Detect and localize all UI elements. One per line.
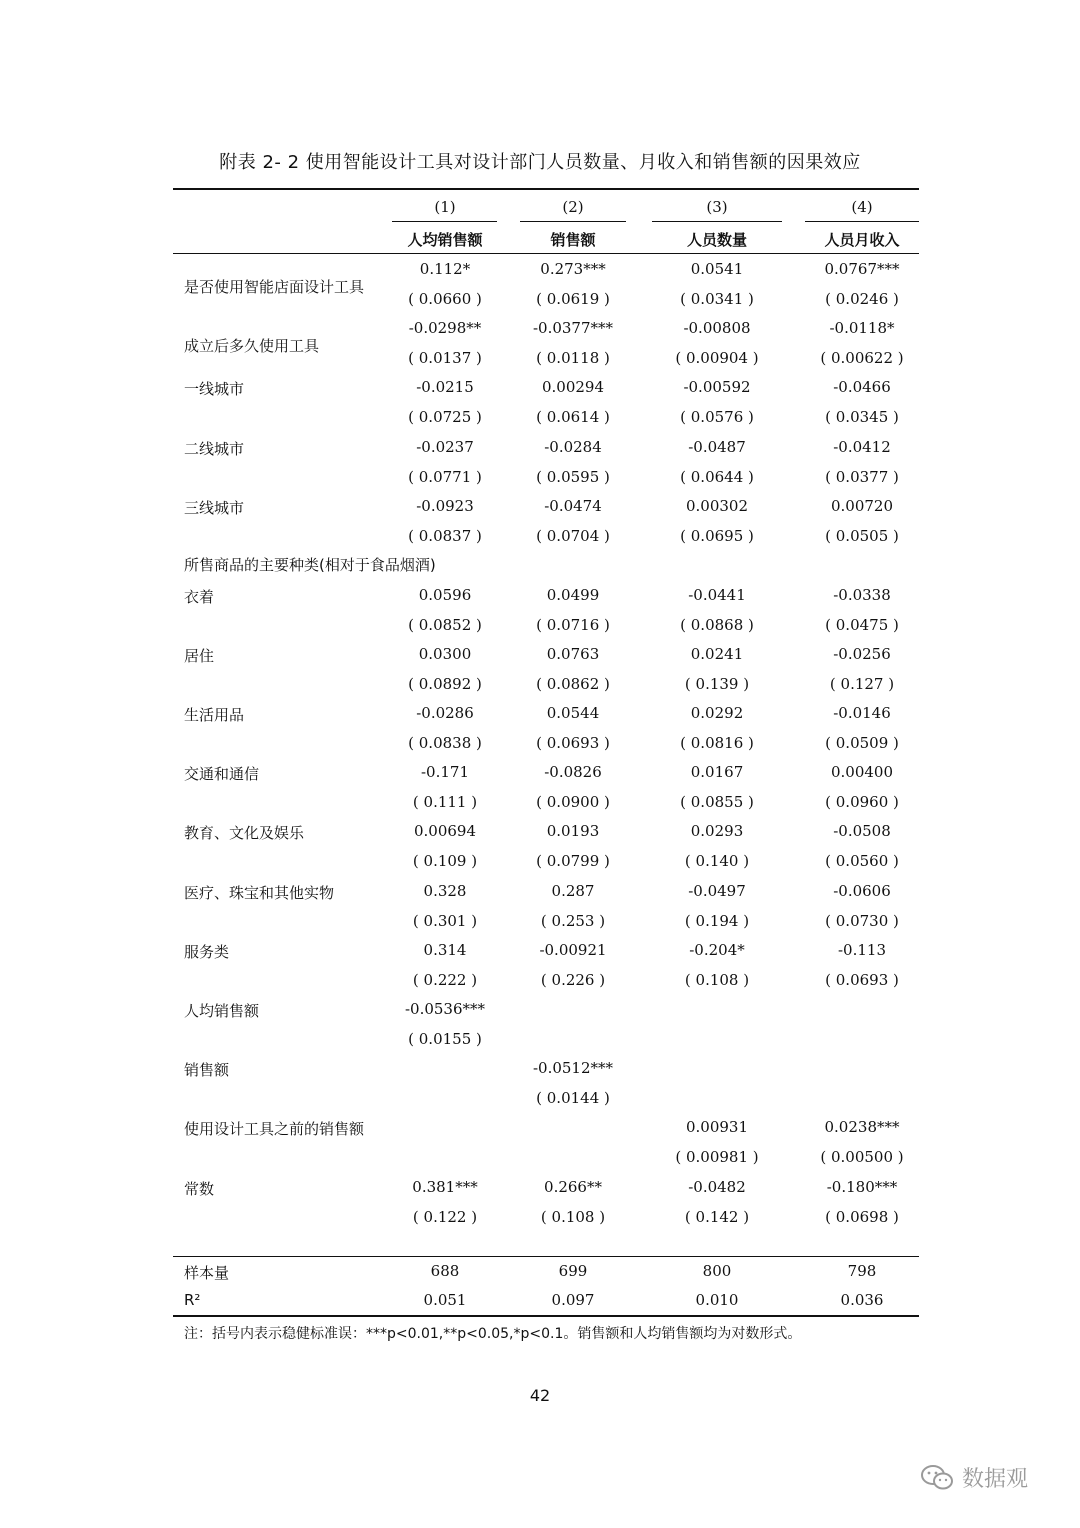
std-error-cell: ( 0.0960 ) bbox=[825, 793, 899, 811]
coefficient-cell: -0.113 bbox=[837, 941, 887, 959]
column-header: 人均销售额 bbox=[407, 231, 483, 249]
coefficient-cell: 0.0596 bbox=[418, 586, 472, 604]
row-label: 是否使用智能店面设计工具 bbox=[184, 278, 365, 296]
column-number: (4) bbox=[851, 198, 873, 216]
std-error-cell: ( 0.142 ) bbox=[684, 1208, 750, 1226]
std-error-cell: ( 0.0475 ) bbox=[825, 616, 899, 634]
std-error-cell: ( 0.0595 ) bbox=[536, 468, 610, 486]
coefficient-cell: 0.0499 bbox=[546, 586, 600, 604]
coefficient-cell: -0.0487 bbox=[688, 438, 746, 456]
coefficient-cell: 0.0544 bbox=[546, 704, 600, 722]
std-error-cell: ( 0.0660 ) bbox=[408, 290, 482, 308]
watermark bbox=[920, 1462, 1028, 1493]
std-error-cell: ( 0.222 ) bbox=[412, 971, 478, 989]
coefficient-cell: 0.314 bbox=[423, 941, 467, 959]
std-error-cell: ( 0.108 ) bbox=[540, 1208, 606, 1226]
stat-value: 0.051 bbox=[423, 1291, 467, 1309]
std-error-cell: ( 0.0771 ) bbox=[408, 468, 482, 486]
std-error-cell: ( 0.0695 ) bbox=[680, 527, 754, 545]
coefficient-cell: 0.0238*** bbox=[824, 1118, 900, 1136]
coefficient-cell: -0.00592 bbox=[683, 378, 751, 396]
row-label: 一线城市 bbox=[184, 380, 245, 398]
std-error-cell: ( 0.140 ) bbox=[684, 852, 750, 870]
coefficient-cell: 0.00694 bbox=[413, 822, 477, 840]
std-error-cell: ( 0.00500 ) bbox=[820, 1148, 904, 1166]
coefficient-cell: -0.0923 bbox=[416, 497, 474, 515]
std-error-cell: ( 0.0614 ) bbox=[536, 408, 610, 426]
std-error-cell: ( 0.0852 ) bbox=[408, 616, 482, 634]
coefficient-cell: -0.0284 bbox=[544, 438, 602, 456]
std-error-cell: ( 0.0716 ) bbox=[536, 616, 610, 634]
table-note: 注：括号内表示稳健标准误：***p<0.01,**p<0.05,*p<0.1。销售额和人均销售额均为对数形式。 bbox=[184, 1326, 802, 1342]
coefficient-cell: -0.0286 bbox=[416, 704, 474, 722]
std-error-cell: ( 0.0868 ) bbox=[680, 616, 754, 634]
coefficient-cell: -0.0536*** bbox=[404, 1000, 486, 1018]
coefficient-cell: 0.0767*** bbox=[824, 260, 900, 278]
std-error-cell: ( 0.111 ) bbox=[412, 793, 478, 811]
coefficient-cell: 0.00302 bbox=[685, 497, 749, 515]
row-label: 交通和通信 bbox=[184, 765, 260, 783]
row-label: 衣着 bbox=[184, 588, 215, 606]
std-error-cell: ( 0.0144 ) bbox=[536, 1089, 610, 1107]
std-error-cell: ( 0.0246 ) bbox=[825, 290, 899, 308]
row-label: 教育、文化及娱乐 bbox=[184, 824, 305, 842]
row-label: 服务类 bbox=[184, 943, 230, 961]
stat-value: 688 bbox=[430, 1262, 460, 1280]
std-error-cell: ( 0.0341 ) bbox=[680, 290, 754, 308]
group-header: 所售商品的主要种类(相对于食品烟酒) bbox=[184, 556, 436, 574]
stat-label: R² bbox=[184, 1291, 201, 1309]
coefficient-cell: -0.0412 bbox=[833, 438, 891, 456]
coefficient-cell: -0.171 bbox=[420, 763, 470, 781]
column-header: 销售额 bbox=[550, 231, 596, 249]
std-error-cell: ( 0.0118 ) bbox=[536, 349, 610, 367]
column-header: 人员月收入 bbox=[824, 231, 900, 249]
std-error-cell: ( 0.0377 ) bbox=[825, 468, 899, 486]
std-error-cell: ( 0.0155 ) bbox=[408, 1030, 482, 1048]
col-underline-1 bbox=[392, 221, 497, 222]
std-error-cell: ( 0.0505 ) bbox=[825, 527, 899, 545]
std-error-cell: ( 0.0137 ) bbox=[408, 349, 482, 367]
wechat-icon bbox=[920, 1463, 954, 1493]
std-error-cell: ( 0.0704 ) bbox=[536, 527, 610, 545]
std-error-cell: ( 0.253 ) bbox=[540, 912, 606, 930]
coefficient-cell: -0.0497 bbox=[688, 882, 746, 900]
std-error-cell: ( 0.0560 ) bbox=[825, 852, 899, 870]
std-error-cell: ( 0.194 ) bbox=[684, 912, 750, 930]
std-error-cell: ( 0.0730 ) bbox=[825, 912, 899, 930]
coefficient-cell: 0.112* bbox=[419, 260, 471, 278]
column-number: (3) bbox=[706, 198, 728, 216]
std-error-cell: ( 0.109 ) bbox=[412, 852, 478, 870]
coefficient-cell: -0.00921 bbox=[539, 941, 607, 959]
col-underline-2 bbox=[520, 221, 626, 222]
column-header: 人员数量 bbox=[686, 231, 748, 249]
coefficient-cell: -0.0377*** bbox=[532, 319, 614, 337]
coefficient-cell: 0.0300 bbox=[418, 645, 472, 663]
coefficient-cell: -0.204* bbox=[689, 941, 745, 959]
std-error-cell: ( 0.108 ) bbox=[684, 971, 750, 989]
coefficient-cell: -0.00808 bbox=[683, 319, 751, 337]
bottom-rule bbox=[173, 1315, 919, 1317]
coefficient-cell: 0.00294 bbox=[541, 378, 605, 396]
std-error-cell: ( 0.226 ) bbox=[540, 971, 606, 989]
std-error-cell: ( 0.0900 ) bbox=[536, 793, 610, 811]
std-error-cell: ( 0.0619 ) bbox=[536, 290, 610, 308]
coefficient-cell: -0.0512*** bbox=[532, 1059, 614, 1077]
std-error-cell: ( 0.0862 ) bbox=[536, 675, 610, 693]
row-label: 医疗、珠宝和其他实物 bbox=[184, 884, 335, 902]
std-error-cell: ( 0.127 ) bbox=[829, 675, 895, 693]
watermark-text: 数据观 bbox=[962, 1467, 1029, 1492]
stat-value: 0.010 bbox=[695, 1291, 739, 1309]
coefficient-cell: 0.328 bbox=[423, 882, 467, 900]
table-title: 附表 2- 2 使用智能设计工具对设计部门人员数量、月收入和销售额的因果效应 bbox=[219, 152, 861, 173]
std-error-cell: ( 0.0698 ) bbox=[825, 1208, 899, 1226]
std-error-cell: ( 0.0345 ) bbox=[825, 408, 899, 426]
std-error-cell: ( 0.301 ) bbox=[412, 912, 478, 930]
row-label: 人均销售额 bbox=[184, 1002, 260, 1020]
std-error-cell: ( 0.0509 ) bbox=[825, 734, 899, 752]
stats-rule bbox=[173, 1256, 919, 1257]
row-label: 二线城市 bbox=[184, 440, 245, 458]
coefficient-cell: 0.00400 bbox=[830, 763, 894, 781]
row-label: 常数 bbox=[184, 1180, 215, 1198]
row-label: 成立后多久使用工具 bbox=[184, 337, 320, 355]
page-number: 42 bbox=[529, 1386, 551, 1405]
coefficient-cell: -0.0298** bbox=[408, 319, 482, 337]
coefficient-cell: 0.00931 bbox=[685, 1118, 749, 1136]
column-number: (1) bbox=[434, 198, 456, 216]
std-error-cell: ( 0.0576 ) bbox=[680, 408, 754, 426]
stat-value: 699 bbox=[558, 1262, 588, 1280]
coefficient-cell: 0.0293 bbox=[690, 822, 744, 840]
header-rule bbox=[173, 253, 919, 254]
std-error-cell: ( 0.139 ) bbox=[684, 675, 750, 693]
coefficient-cell: -0.0482 bbox=[688, 1178, 746, 1196]
std-error-cell: ( 0.0799 ) bbox=[536, 852, 610, 870]
stat-value: 800 bbox=[702, 1262, 732, 1280]
coefficient-cell: -0.0146 bbox=[833, 704, 891, 722]
std-error-cell: ( 0.00981 ) bbox=[675, 1148, 759, 1166]
coefficient-cell: -0.0338 bbox=[833, 586, 891, 604]
row-label: 使用设计工具之前的销售额 bbox=[184, 1120, 365, 1138]
coefficient-cell: -0.0474 bbox=[544, 497, 602, 515]
std-error-cell: ( 0.0693 ) bbox=[536, 734, 610, 752]
coefficient-cell: 0.0541 bbox=[690, 260, 744, 278]
coefficient-cell: -0.0237 bbox=[416, 438, 474, 456]
coefficient-cell: -0.0508 bbox=[833, 822, 891, 840]
coefficient-cell: -0.0256 bbox=[833, 645, 891, 663]
coefficient-cell: 0.00720 bbox=[830, 497, 894, 515]
row-label: 居住 bbox=[184, 647, 215, 665]
coefficient-cell: 0.287 bbox=[551, 882, 595, 900]
row-label: 销售额 bbox=[184, 1061, 230, 1079]
coefficient-cell: -0.0606 bbox=[833, 882, 891, 900]
std-error-cell: ( 0.0855 ) bbox=[680, 793, 754, 811]
coefficient-cell: 0.0763 bbox=[546, 645, 600, 663]
std-error-cell: ( 0.00904 ) bbox=[675, 349, 759, 367]
coefficient-cell: 0.0193 bbox=[546, 822, 600, 840]
coefficient-cell: -0.0118* bbox=[829, 319, 895, 337]
std-error-cell: ( 0.0892 ) bbox=[408, 675, 482, 693]
coefficient-cell: -0.0441 bbox=[688, 586, 746, 604]
stat-value: 0.036 bbox=[840, 1291, 884, 1309]
std-error-cell: ( 0.00622 ) bbox=[820, 349, 904, 367]
coefficient-cell: 0.273*** bbox=[540, 260, 606, 278]
top-rule bbox=[173, 188, 919, 190]
std-error-cell: ( 0.0837 ) bbox=[408, 527, 482, 545]
stat-value: 798 bbox=[847, 1262, 877, 1280]
std-error-cell: ( 0.122 ) bbox=[412, 1208, 478, 1226]
std-error-cell: ( 0.0725 ) bbox=[408, 408, 482, 426]
stat-value: 0.097 bbox=[551, 1291, 595, 1309]
coefficient-cell: -0.0215 bbox=[416, 378, 474, 396]
col-underline-3 bbox=[652, 221, 782, 222]
std-error-cell: ( 0.0838 ) bbox=[408, 734, 482, 752]
coefficient-cell: 0.0167 bbox=[690, 763, 744, 781]
coefficient-cell: -0.0466 bbox=[833, 378, 891, 396]
coefficient-cell: 0.0292 bbox=[690, 704, 744, 722]
coefficient-cell: -0.180*** bbox=[826, 1178, 898, 1196]
coefficient-cell: 0.381*** bbox=[412, 1178, 478, 1196]
coefficient-cell: 0.0241 bbox=[690, 645, 744, 663]
column-number: (2) bbox=[562, 198, 584, 216]
row-label: 生活用品 bbox=[184, 706, 245, 724]
coefficient-cell: 0.266** bbox=[544, 1178, 602, 1196]
std-error-cell: ( 0.0644 ) bbox=[680, 468, 754, 486]
row-label: 三线城市 bbox=[184, 499, 245, 517]
col-underline-4 bbox=[805, 221, 919, 222]
stat-label: 样本量 bbox=[184, 1264, 230, 1282]
std-error-cell: ( 0.0693 ) bbox=[825, 971, 899, 989]
coefficient-cell: -0.0826 bbox=[544, 763, 602, 781]
std-error-cell: ( 0.0816 ) bbox=[680, 734, 754, 752]
